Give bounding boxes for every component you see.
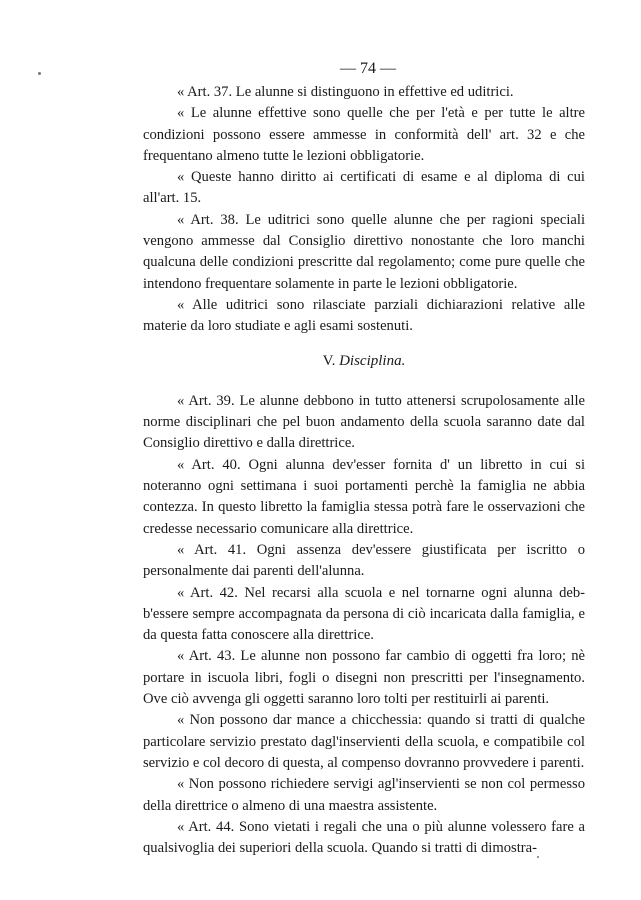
paragraph-art-37: « Art. 37. Le alunne si distinguono in effettive ed uditrici.	[177, 84, 514, 100]
paragraph-uditrici-dichiarazioni: « Alle uditrici sono rilasciate parziali dichiarazioni relative alle materie da loro studiate e agli esami sostenuti.	[143, 296, 585, 335]
paragraph-servigi: « Non possono richiedere servigi agl'inservienti se non col permesso della direttrice o almeno di una maestra assistente.	[143, 776, 585, 814]
articles-section-top	[143, 82, 585, 338]
section-number: V.	[322, 352, 336, 369]
page-number: — 74 —	[340, 60, 396, 77]
paragraph-art-44: « Art. 44. Sono vietati i regali che una o più alunne volessero fare a qualsivoglia dei superiori della scuola. Quando si tratti di dimostra-	[143, 818, 585, 857]
section-title: Disciplina.	[339, 352, 406, 369]
paragraph-art-42: « Art. 42. Nel recarsi alla scuola e nel tornarne ogni alunna deb-b'essere sempre accompagnata da persona di ciò incaricata dalla famiglia, e da questa fatta conoscere alla direttrice.	[143, 584, 585, 644]
paragraph-art-43: « Art. 43. Le alunne non possono far cambio di oggetti fra loro; nè portare in iscuola libri, fogli o disegni non prescritti per l'insegnamento. Ove ciò avvenga gli oggetti saranno loro tolti per restituirli ai parenti.	[143, 648, 585, 708]
book-page	[143, 58, 585, 859]
paragraph-diritto-certificati: « Queste hanno diritto ai certificati di esame e al diploma di cui all'art. 15.	[143, 169, 585, 207]
paragraph-art-41: « Art. 41. Ogni assenza dev'essere giustificata per iscritto o personalmente dai parenti dell'alunna.	[143, 541, 585, 580]
paragraph-art-40: « Art. 40. Ogni alunna dev'esser fornita d' un libretto in cui si noteranno ogni settimana i suoi portamenti perchè la famiglia ne abbia contezza. In questo libretto la famiglia stessa potrà fare le osservazioni che credesse necessario comunicare alla direttrice.	[143, 456, 585, 537]
paragraph-art-39: « Art. 39. Le alunne debbono in tutto attenersi scrupolosamente alle norme disciplinari che pel buon andamento della scuola saranno date dal Consiglio direttivo e dalla direttrice.	[143, 392, 585, 452]
articles-section-discipline	[143, 391, 585, 860]
paragraph-alunne-effettive: « Le alunne effettive sono quelle che per l'età e per tutte le altre condizioni possono essere ammesse in conformità dell' art. 32 e che frequentano almeno tutte le lezioni obbligatorie.	[143, 105, 585, 164]
paragraph-mance: « Non possono dar mance a chicchessia: quando si tratti di qualche particolare servizio prestato dagl'inservienti della scuola, e compatibile col servizio e col decoro di questa, al compenso dovranno provvedere i parenti.	[143, 712, 585, 771]
section-heading	[143, 351, 585, 372]
paper-speck	[38, 72, 41, 75]
paragraph-art-38: « Art. 38. Le uditrici sono quelle alunne che per ragioni speciali vengono ammesse dal Consiglio direttivo nonostante che loro manchi qualcuna delle condizioni prescritte dal regolamento; come pure quelle che intendono frequentare solamente in parte le lezioni obbligatorie.	[143, 211, 585, 292]
